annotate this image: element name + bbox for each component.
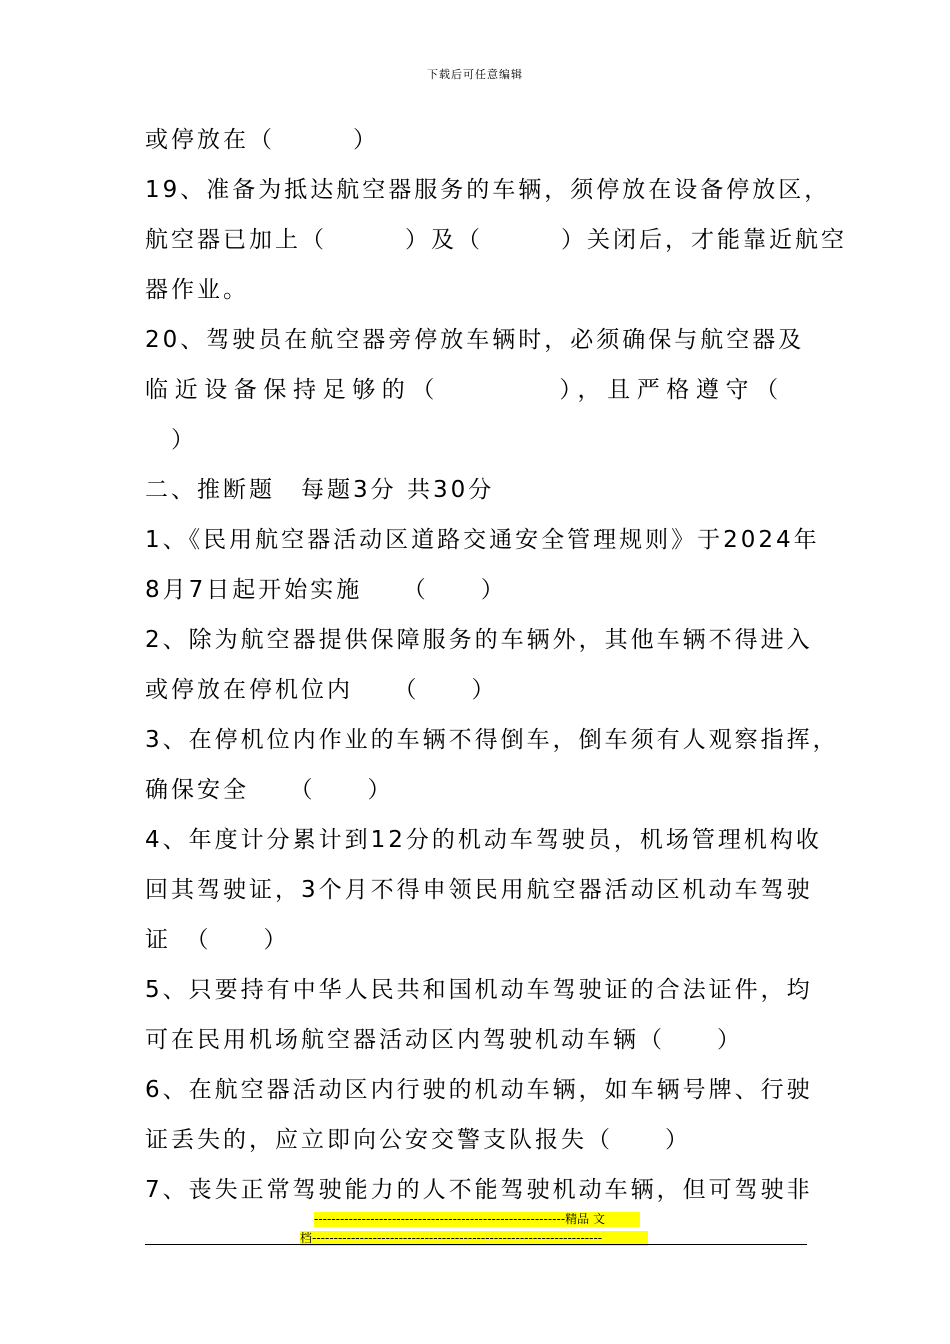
- question-line: 或停放在停机位内 （ ）: [145, 677, 498, 703]
- question-line: 5、只要持有中华人民共和国机动车驾驶证的合法证件，均: [145, 977, 813, 1003]
- footer-line-1: ----------------------------------------------------------精品 文: [314, 1212, 640, 1227]
- question-line: 3、在停机位内作业的车辆不得倒车，倒车须有人观察指挥，: [145, 727, 839, 753]
- question-line: 回其驾驶证，3个月不得申领民用航空器活动区机动车驾驶: [145, 877, 813, 903]
- question-line: 可在民用机场航空器活动区内驾驶机动车辆（ ）: [145, 1027, 743, 1053]
- question-line: 2、除为航空器提供保障服务的车辆外，其他车辆不得进入: [145, 627, 813, 653]
- question-line: 证 （ ）: [145, 927, 290, 953]
- question-line: 7、丧失正常驾驶能力的人不能驾驶机动车辆，但可驾驶非: [145, 1177, 813, 1203]
- text-line: 19、准备为抵达航空器服务的车辆，须停放在设备停放区，: [145, 177, 831, 203]
- text-line: 或停放在（ ）: [145, 127, 379, 153]
- question-line: 1、《民用航空器活动区道路交通安全管理规则》于2024年: [145, 527, 820, 553]
- document-body: [145, 118, 847, 1218]
- section-heading: 二、推断题 每题3分 共30分: [145, 477, 495, 503]
- footer-divider: [145, 1244, 807, 1245]
- footer-line-2: 档-------------------------------------------------------------------: [300, 1231, 648, 1246]
- question-line: 8月7日起开始实施 （ ）: [145, 577, 507, 603]
- text-line: ）: [145, 427, 197, 453]
- text-line: 临近设备保持足够的（ ），且严格遵守（: [145, 377, 785, 403]
- question-line: 4、年度计分累计到12分的机动车驾驶员，机场管理机构收: [145, 827, 822, 853]
- question-line: 证丢失的，应立即向公安交警支队报失（ ）: [145, 1127, 691, 1153]
- question-line: 6、在航空器活动区内行驶的机动车辆，如车辆号牌、行驶: [145, 1077, 813, 1103]
- question-line: 确保安全 （ ）: [145, 777, 394, 803]
- text-line: 器作业。: [145, 277, 249, 303]
- text-line: 20、驾驶员在航空器旁停放车辆时，必须确保与航空器及: [145, 327, 805, 353]
- page-header: 下载后可任意编辑: [427, 68, 523, 81]
- text-line: 航空器已加上（ ）及（ ）关闭后，才能靠近航空: [145, 227, 847, 253]
